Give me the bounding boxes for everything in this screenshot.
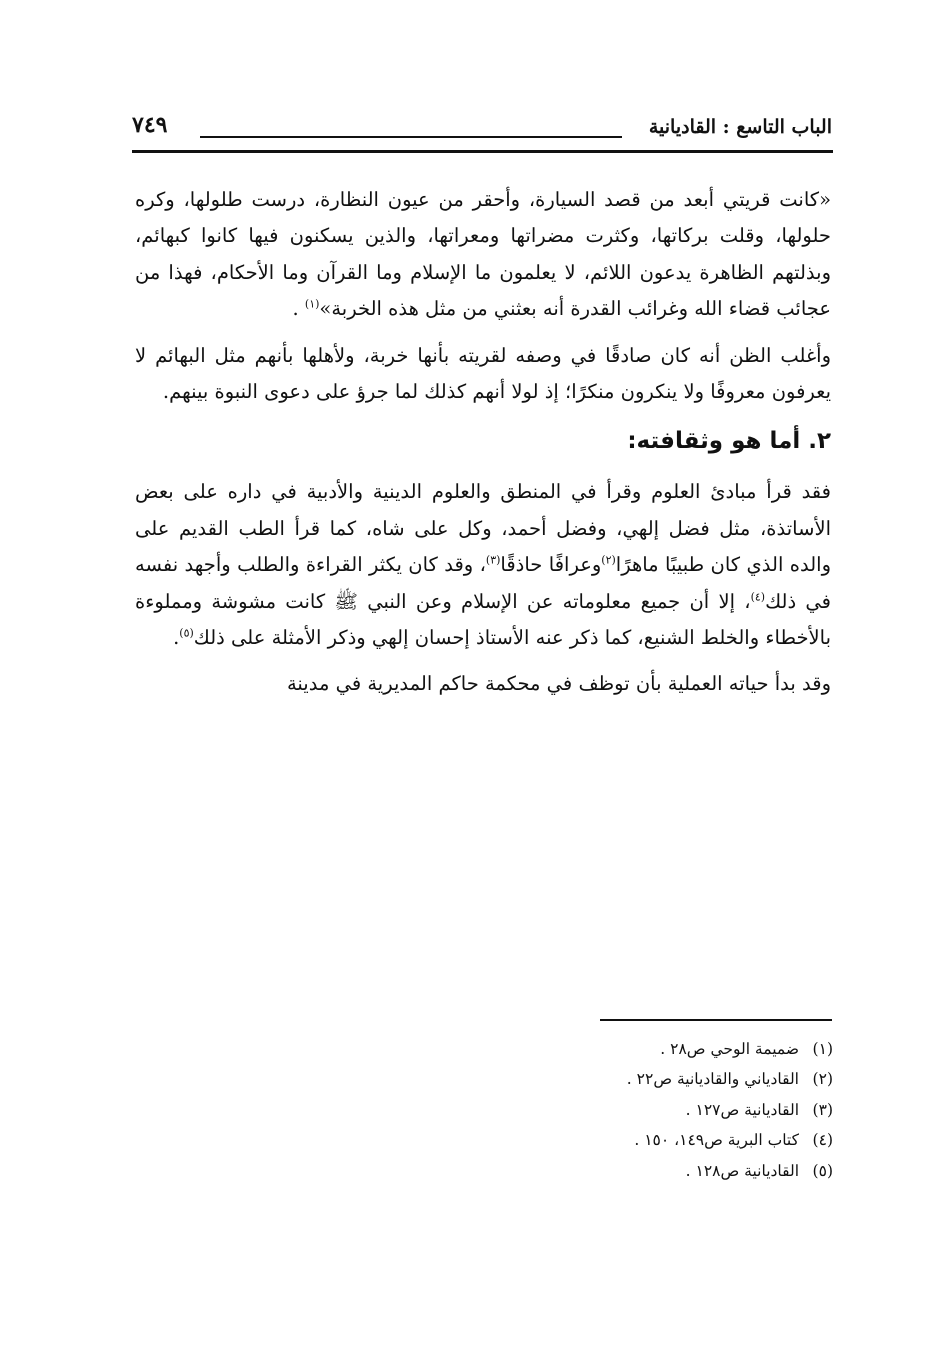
footnote-number: (٣) — [812, 1100, 833, 1119]
quote-paragraph — [135, 182, 831, 328]
education-text-4: ، إلا أن جميع معلوماته عن الإسلام وعن النبي ﷺ كانت مشوشة ومملوءة بالأخطاء والخلط الشنيع، كما ذكر عنه الأستاذ إحسان إلهي وذكر الأمثلة على ذلك — [135, 589, 831, 650]
career-paragraph: وقد بدأ حياته العملية بأن توظف في محكمة حاكم المديرية في مدينة — [286, 672, 831, 696]
footnote-text: ضميمة الوحي ص٢٨ . — [660, 1040, 799, 1058]
footnote-text: كتاب البرية ص١٤٩، ١٥٠ . — [634, 1131, 799, 1150]
footnote-separator — [600, 1019, 832, 1021]
education-text-3: ، وقد كان يكثر القراءة والطلب وأجهد نفسه في ذلك — [135, 553, 831, 613]
footnotes — [400, 1034, 833, 1186]
education-text-1: فقد قرأ مبادئ العلوم وقرأ في المنطق والعلوم الدينية والأدبية في داره على بعض الأساتذة، مثل فضل إلهي، وفضل أحمد، وكل على شاه، كما قرأ الطب القديم على والده الذي كان طبيبًا ماهرًا — [135, 480, 831, 577]
footnote-item — [400, 1064, 833, 1094]
chapter-title: الباب التاسع : القاديانية — [648, 116, 832, 138]
footnote-number: (٢) — [812, 1070, 833, 1089]
header-rule — [132, 150, 833, 153]
header-dash-line — [200, 136, 622, 138]
education-end: . — [173, 626, 180, 650]
page-number: ٧٤٩ — [132, 112, 168, 138]
footnote-text: القادياني والقاديانية ص٢٢ . — [626, 1070, 799, 1089]
footnote-item — [400, 1034, 833, 1064]
quote-end: . — [292, 297, 305, 321]
running-header — [132, 108, 832, 148]
education-text-2: وعرافًا حاذقًا — [500, 553, 602, 577]
education-paragraph — [135, 474, 831, 656]
footnote-text: القاديانية ص١٢٨ . — [685, 1161, 799, 1180]
main-text — [135, 182, 831, 703]
footnote-item — [400, 1125, 833, 1155]
footnote-ref-4: (٤) — [750, 590, 766, 604]
footnote-number: (٤) — [812, 1131, 833, 1150]
footnote-item — [400, 1095, 833, 1125]
footnote-item — [400, 1156, 833, 1186]
commentary-paragraph: وأغلب الظن أنه كان صادقًا في وصفه لقريته بأنها خربة، ولأهلها بأنهم مثل البهائم لا يعرفون معروفًا ولا ينكرون منكرًا؛ إذ لولا أنهم كذلك لما جرؤ على دعوى النبوة بينهم. — [135, 343, 831, 404]
quote-text: «كانت قريتي أبعد من قصد السيارة، وأحقر من عيون النظارة، درست طلولها، وكره حلولها، وقلت بركاتها، وكثرت مضراتها ومعراتها، والذين يسكنون فيها كانوا كبهائم، وبذلتهم الظاهرة يدعون اللائم، لا يعلمون ما الإسلام وما القرآن وما الأحكام، فهذا من عجائب قضاء الله وغرائب القدرة أنه بعثني من مثل هذه الخربة» — [135, 188, 831, 321]
section-heading: ٢. أما هو وثقافته: — [627, 428, 831, 455]
footnote-ref-3: (٣) — [485, 553, 501, 567]
footnote-number: (١) — [812, 1040, 833, 1058]
footnote-ref-1: (١) — [304, 297, 320, 311]
footnote-ref-5: (٥) — [179, 626, 194, 640]
footnote-ref-2: (٢) — [601, 553, 616, 567]
footnote-text: القاديانية ص١٢٧ . — [685, 1100, 799, 1119]
footnote-number: (٥) — [812, 1161, 833, 1180]
